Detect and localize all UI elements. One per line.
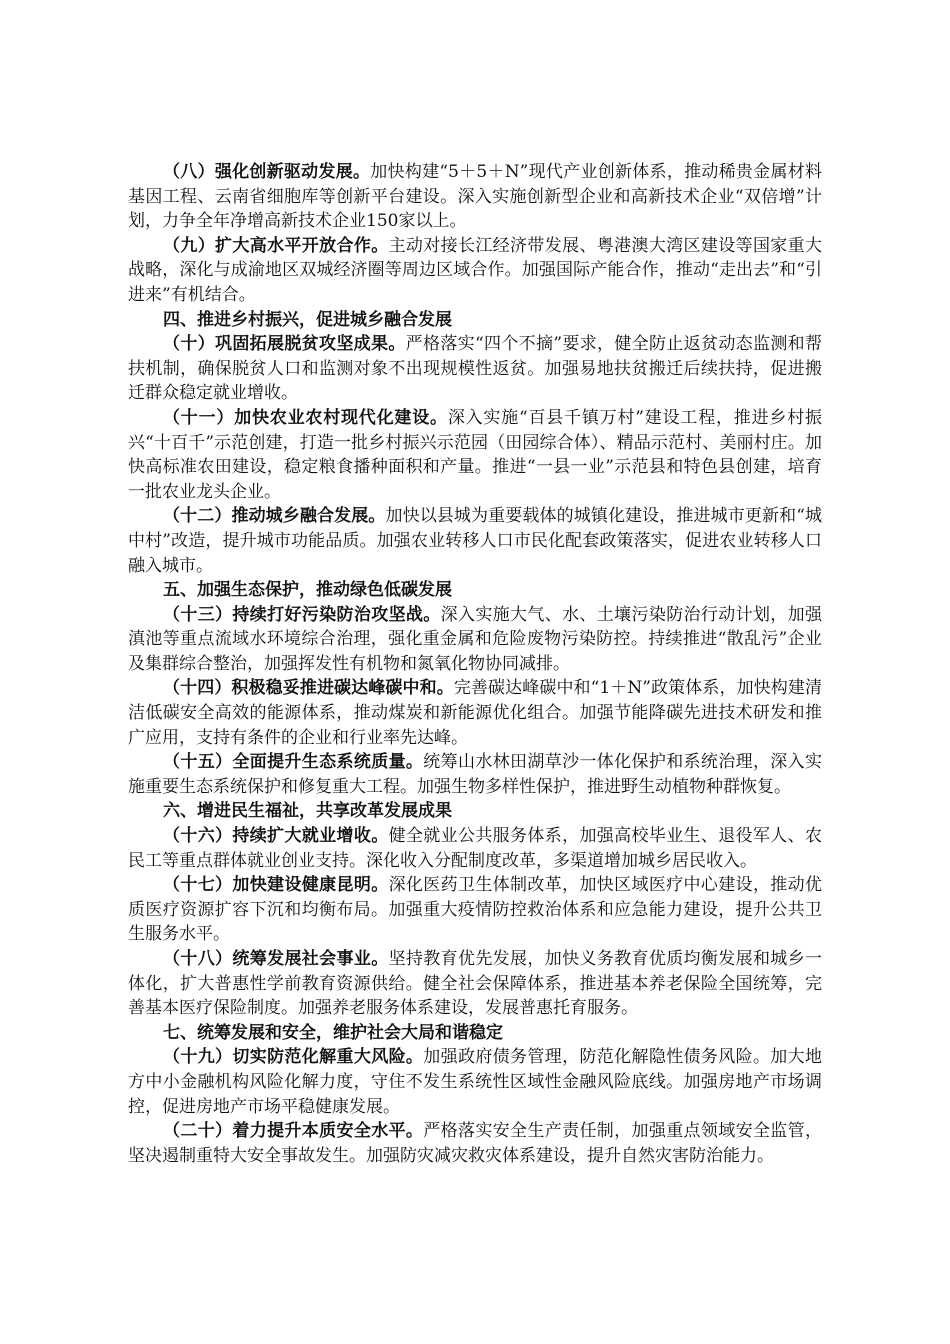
paragraph-text: 严格落实“四个不摘”要求，健全防止返贫动态监测和帮扶机制，确保脱贫人口和监测对象不出现规模性返贫。加强易地扶贫搬迁后续扶持，促进搬迁群众稳定就业增收。 [128,334,823,404]
paragraph-15 [128,750,822,799]
paragraph-lead: （十五）全面提升生态系统质量。 [163,752,424,773]
paragraph-lead: （十四）积极稳妥推进碳达峰碳中和。 [163,678,454,699]
paragraph-lead: （十七）加快建设健康昆明。 [163,875,389,896]
section-heading-4: 四、推进乡村振兴，促进城乡融合发展 [163,309,452,330]
paragraph-lead: （十一）加快农业农村现代化建设。 [163,407,448,428]
paragraph-lead: （十九）切实防范化解重大风险。 [163,1047,424,1068]
paragraph-12 [128,504,822,578]
paragraph-lead: （十六）持续扩大就业增收。 [163,826,389,847]
paragraph-text: 统筹山水林田湖草沙一体化保护和系统治理，深入实施重要生态系统保护和修复重大工程。加强生物多样性保护，推进野生动植物种群恢复。 [128,752,823,797]
paragraph-text: 深化医药卫生体制改革，加快区域医疗中心建设，推动优质医疗资源扩容下沉和均衡布局。加强重大疫情防控救治体系和应急能力建设，提升公共卫生服务水平。 [128,875,823,945]
paragraph-10 [128,332,822,406]
paragraph-8 [128,160,822,234]
paragraph-lead: （九）扩大高水平开放合作。 [163,235,389,256]
paragraph-text: 加快构建“5＋5＋N”现代产业创新体系，推动稀贵金属材料基因工程、云南省细胞库等创新平台建设。深入实施创新型企业和高新技术企业“双倍增”计划，力争全年净增高新技术企业150家以上。 [128,162,822,232]
paragraph-text: 加强政府债务管理，防范化解隐性债务风险。加大地方中小金融机构风险化解力度，守住不发生系统性区域性金融风险底线。加强房地产市场调控，促进房地产市场平稳健康发展。 [128,1047,823,1117]
paragraph-13 [128,603,822,677]
paragraph-text: 加快以县城为重要载体的城镇化建设，推进城市更新和“城中村”改造，提升城市功能品质。加强农业转移人口市民化配套政策落实，促进农业转移人口融入城市。 [128,506,823,576]
section-heading-7: 七、统筹发展和安全，维护社会大局和谐稳定 [163,1022,503,1043]
document-body [128,160,822,1168]
paragraph-14 [128,676,822,750]
paragraph-text: 深入实施大气、水、土壤污染防治行动计划，加强滇池等重点流域水环境综合治理，强化重金属和危险废物污染防控。持续推进“散乱污”企业及集群综合整治，加强挥发性有机物和氮氧化物协同减排。 [128,604,823,674]
paragraph-lead: （十八）统筹发展社会事业。 [163,949,389,969]
paragraph-20 [128,1119,822,1168]
paragraph-lead: （二十）着力提升本质安全水平。 [163,1121,424,1142]
paragraph-lead: （十三）持续打好污染防治攻坚战。 [163,604,441,625]
paragraph-lead: （十）巩固拓展脱贫攻坚成果。 [163,334,406,355]
paragraph-9 [128,234,822,308]
paragraph-11 [128,406,822,504]
paragraph-text: 严格落实安全生产责任制，加强重点领域安全监管，坚决遏制重特大安全事故发生。加强防灾减灾救灾体系建设，提升自然灾害防治能力。 [128,1121,823,1166]
section-heading-6: 六、增进民生福祉，共享改革发展成果 [163,801,452,822]
paragraph-text: 深入实施“百县千镇万村”建设工程，推进乡村振兴“十百千”示范创建，打造一批乡村振兴示范园（田园综合体）、精品示范村、美丽村庄。加快高标准农田建设，稳定粮食播种面积和产量。推进“一县一业”示范县和特色县创建，培育一批农业龙头企业。 [128,407,822,502]
paragraph-18 [128,947,822,1021]
paragraph-text: 完善碳达峰碳中和“1＋N”政策体系，加快构建清洁低碳安全高效的能源体系，推动煤炭和新能源优化组合。加强节能降碳先进技术研发和推广应用，支持有条件的企业和行业率先达峰。 [128,678,823,748]
paragraph-17 [128,873,822,947]
paragraph-text: 主动对接长江经济带发展、粤港澳大湾区建设等国家重大战略，深化与成渝地区双城经济圈等周边区域合作。加强国际产能合作，推动“走出去”和“引进来”有机结合。 [128,235,823,305]
paragraph-text: 坚持教育优先发展，加快义务教育优质均衡发展和城乡一体化，扩大普惠性学前教育资源供给。健全社会保障体系，推进基本养老保险全国统筹，完善基本医疗保险制度。加强养老服务体系建设，发展普惠托育服务。 [128,949,823,1019]
paragraph-19 [128,1045,822,1119]
section-heading-5: 五、加强生态保护，推动绿色低碳发展 [163,580,452,601]
paragraph-text: 健全就业公共服务体系，加强高校毕业生、退役军人、农民工等重点群体就业创业支持。深化收入分配制度改革，多渠道增加城乡居民收入。 [128,826,823,871]
paragraph-16 [128,824,822,873]
paragraph-lead: （十二）推动城乡融合发展。 [163,506,386,527]
paragraph-lead: （八）强化创新驱动发展。 [163,162,371,182]
